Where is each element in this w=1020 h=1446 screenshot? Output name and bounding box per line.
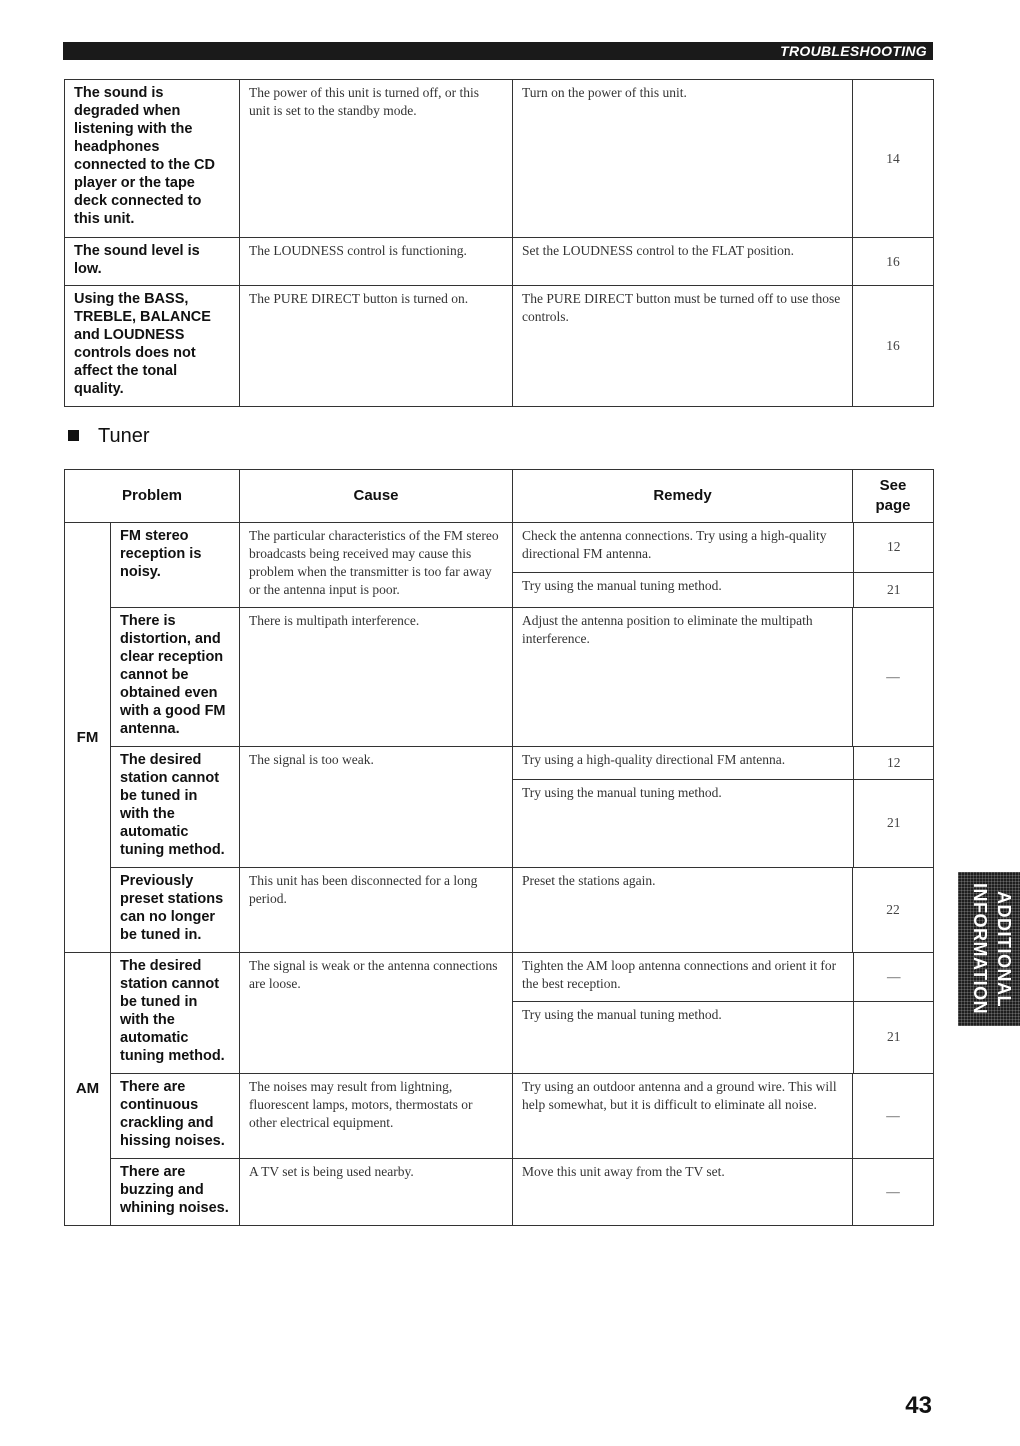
see-page-cell: 12 (853, 523, 934, 572)
see-page-cell: 16 (853, 238, 934, 286)
problem-cell: There is distortion, and clear reception cannot be obtained even with a good FM antenna. (111, 608, 240, 747)
remedy-cell: Move this unit away from the TV set. (513, 1159, 853, 1226)
see-page-cell: 12 (853, 747, 934, 779)
problem-cell: Previously preset stations can no longer be tuned in. (111, 868, 240, 953)
remedy-cell: Try using the manual tuning method. (513, 1001, 853, 1073)
table-row (65, 608, 934, 747)
problem-cell: The desired station cannot be tuned in with the automatic tuning method. (111, 747, 240, 868)
cause-cell: The PURE DIRECT button is turned on. (240, 286, 513, 407)
table-row (65, 238, 934, 286)
table-row (65, 868, 934, 953)
remedy-group (513, 747, 934, 868)
cause-cell: The signal is weak or the antenna connections are loose. (240, 953, 513, 1074)
see-page-cell: 21 (887, 581, 901, 597)
am-band-label: AM (65, 953, 111, 1226)
table-row (65, 80, 934, 238)
page-number: 43 (905, 1392, 932, 1419)
table-row (65, 286, 934, 407)
table-row (65, 1159, 934, 1226)
remedy-cell: Try using an outdoor antenna and a ground wire. This will help somewhat, but it is difficult to eliminate all noise. (513, 1074, 853, 1159)
tuner-section-title (68, 425, 150, 448)
cause-cell: The signal is too weak. (240, 747, 513, 868)
cause-cell: The noises may result from lightning, fluorescent lamps, motors, thermostats or other electrical equipment. (240, 1074, 513, 1159)
problem-cell: Using the BASS, TREBLE, BALANCE and LOUDNESS controls does not affect the tonal quality. (65, 286, 240, 407)
cause-cell: The LOUDNESS control is functioning. (240, 238, 513, 286)
square-bullet-icon (68, 430, 79, 441)
cause-cell: A TV set is being used nearby. (240, 1159, 513, 1226)
additional-information-tab (958, 872, 1020, 1026)
remedy-cell: Check the antenna connections. Try using a high-quality directional FM antenna. (513, 523, 853, 572)
remedy-cell: Tighten the AM loop antenna connections and orient it for the best reception. (513, 953, 853, 1001)
remedy-cell: Adjust the antenna position to eliminate the multipath interference. (513, 608, 853, 747)
remedy-cell: Set the LOUDNESS control to the FLAT position. (513, 238, 853, 286)
table-row (65, 1074, 934, 1159)
problem-cell: There are buzzing and whining noises. (111, 1159, 240, 1226)
table-row (65, 523, 934, 608)
remedy-cell: Try using a high-quality directional FM antenna. (513, 747, 853, 779)
tuner-title-text: Tuner (98, 425, 150, 447)
side-tab-label: ADDITIONAL INFORMATION (970, 883, 1014, 1015)
see-page-cell: 21 (887, 815, 901, 831)
see-page-cell: 22 (853, 868, 934, 953)
see-page-cell: — (853, 953, 934, 1001)
tuner-troubleshooting-table (64, 469, 934, 1226)
remedy-cell: Turn on the power of this unit. (513, 80, 853, 238)
see-page-header: See page (853, 470, 934, 523)
see-page-cell: 21 (887, 1029, 901, 1045)
remedy-group (513, 523, 934, 608)
see-page-cell: — (853, 608, 934, 747)
section-header-bar (63, 42, 933, 60)
remedy-cell: Try using the manual tuning method. (513, 572, 853, 607)
problem-cell: The sound is degraded when listening with the headphones connected to the CD player or the tape deck connected to this unit. (65, 80, 240, 238)
fm-band-label: FM (65, 523, 111, 953)
remedy-group (513, 953, 934, 1074)
cause-cell: This unit has been disconnected for a long period. (240, 868, 513, 953)
section-header-label: TROUBLESHOOTING (780, 43, 927, 59)
problem-header: Problem (65, 470, 240, 523)
remedy-cell: The PURE DIRECT button must be turned off to use those controls. (513, 286, 853, 407)
problem-cell: There are continuous crackling and hissing noises. (111, 1074, 240, 1159)
remedy-cell: Preset the stations again. (513, 868, 853, 953)
cause-cell: The power of this unit is turned off, or this unit is set to the standby mode. (240, 80, 513, 238)
remedy-header: Remedy (513, 470, 853, 523)
table-row (65, 747, 934, 868)
see-page-cell: — (853, 1074, 934, 1159)
problem-cell: The desired station cannot be tuned in with the automatic tuning method. (111, 953, 240, 1074)
see-page-cell: 16 (853, 286, 934, 407)
cause-header: Cause (240, 470, 513, 523)
see-page-cell: 14 (853, 80, 934, 238)
amplifier-troubleshooting-table (64, 79, 934, 407)
cause-cell: There is multipath interference. (240, 608, 513, 747)
cause-cell: The particular characteristics of the FM stereo broadcasts being received may cause this problem when the transmitter is too far away or the antenna input is poor. (240, 523, 513, 608)
see-page-cell: — (853, 1159, 934, 1226)
table-header-row (65, 470, 934, 523)
problem-cell: The sound level is low. (65, 238, 240, 286)
problem-cell: FM stereo reception is noisy. (111, 523, 240, 608)
table-row (65, 953, 934, 1074)
remedy-cell: Try using the manual tuning method. (513, 779, 853, 867)
